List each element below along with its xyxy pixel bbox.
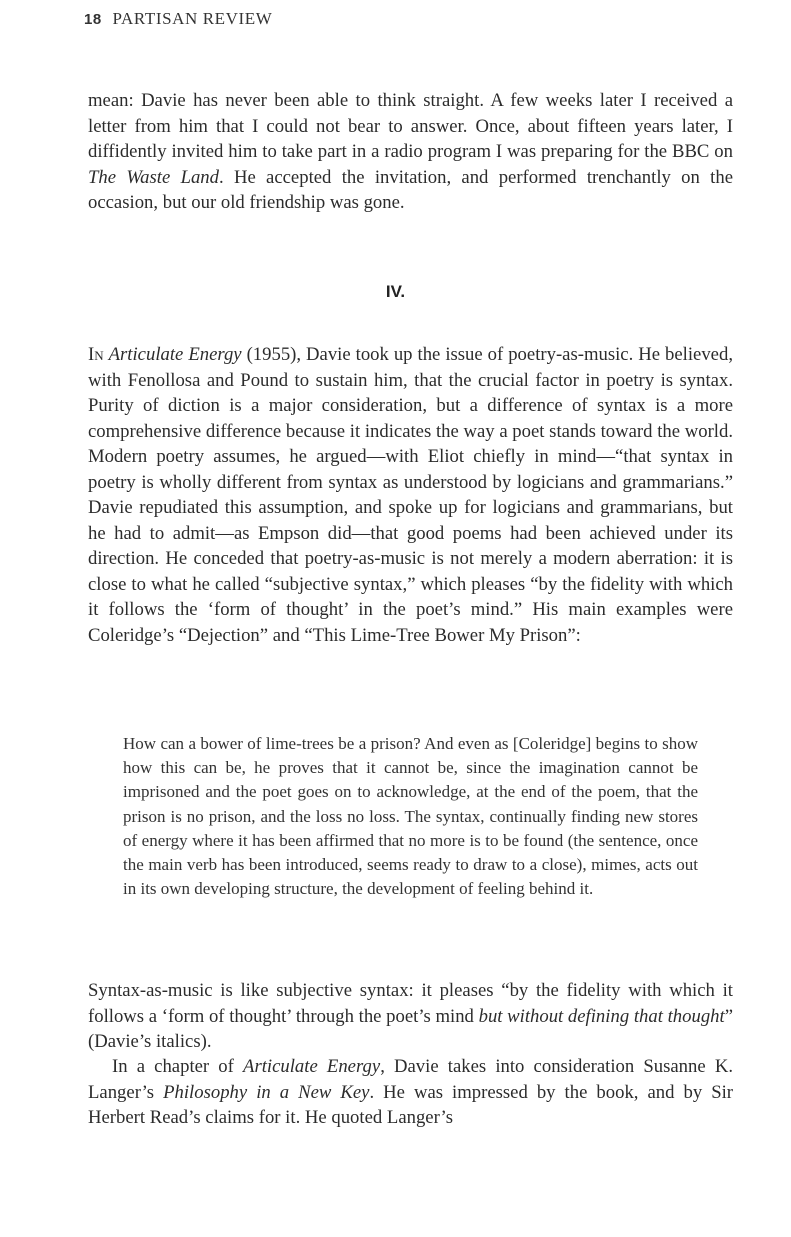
title-the-waste-land: The Waste Land — [88, 166, 219, 188]
title-articulate-energy-2: Articulate Energy — [243, 1056, 381, 1077]
paragraph-4-text-c: . He was impressed by the book, and by Sir Herbert Read’s claims for it. He quoted Langer’s — [88, 1081, 734, 1128]
paragraph-2 — [88, 342, 733, 648]
paragraph-3-text-a: Syntax-as-music is like subjective syntax: it pleases “by the fidelity with which it follows a ‘form of thought’ through the poet’s mind — [88, 980, 733, 1027]
paragraph-3-text-b: ” (Davie’s italics). — [88, 1005, 733, 1052]
paragraph-4-text-a: In a chapter of — [112, 1056, 244, 1077]
paragraph-2-lead: In — [88, 344, 104, 365]
title-articulate-energy: Articulate Energy — [108, 344, 242, 365]
paragraph-1 — [88, 88, 733, 216]
section-number: IV. — [385, 282, 406, 301]
title-philosophy-in-a-new-key: Philosophy in a New Key — [163, 1081, 370, 1103]
paragraph-3 — [88, 978, 733, 1055]
block-quote: How can a bower of lime-trees be a prison? And even as [Coleridge] begins to show how this can be, he proves that it cannot be, since the imagination cannot be imprisoned and the poet goes on to acknowledge, at the end of the poem, that the prison is no prison, and the loss no loss. The syntax, continually finding new stores of energy where it has been affirmed that no more is to be found (the sentence, once the main verb has been introduced, seems ready to draw to a close), mimes, acts out in its own developing structure, the development of feeling behind it. — [123, 734, 698, 899]
paragraph-4-text-b: , Davie takes into consideration Susanne K. Langer’s — [88, 1056, 733, 1103]
paragraph-1-text-b: . He accepted the invitation, and performed trenchantly on the occasion, but our old friendship was gone. — [88, 166, 733, 213]
running-head — [84, 9, 272, 29]
paragraph-4 — [88, 1054, 733, 1131]
italic-phrase: but without defining that thought — [478, 1005, 725, 1027]
journal-title: PARTISAN REVIEW — [112, 9, 273, 28]
paragraph-2-text: (1955), Davie took up the issue of poetry-as-music. He believed, with Fenollosa and Pound to sustain him, that the crucial factor in poetry is syntax. Purity of diction is a major consideration, but a difference of syntax is a more comprehensive difference because it indicates the way a poet stands toward the world. Modern poetry assumes, he argued—with Eliot chiefly in mind—“that syntax in poetry is wholly different from syntax as understood by logicians and grammarians.” Davie repudiated this assumption, and spoke up for logicians and grammarians, but he had to admit—as Empson did—that good poems had been achieved under its direction. He conceded that poetry-as-music is not merely a modern aberration: it is close to what he called “subjective syntax,” which pleases “by the fidelity with which it follows the ‘form of thought’ in the poet’s mind.” His main examples were Coleridge’s “Dejection” and “This Lime-Tree Bower My Prison”: — [88, 344, 733, 646]
paragraph-1-text-a: mean: Davie has never been able to think straight. A few weeks later I received a letter from him that I could not bear to answer. Once, about fifteen years later, I diffidently invited him to take part in a radio program I was preparing for the BBC on — [88, 90, 733, 162]
page-number: 18 — [84, 11, 102, 28]
